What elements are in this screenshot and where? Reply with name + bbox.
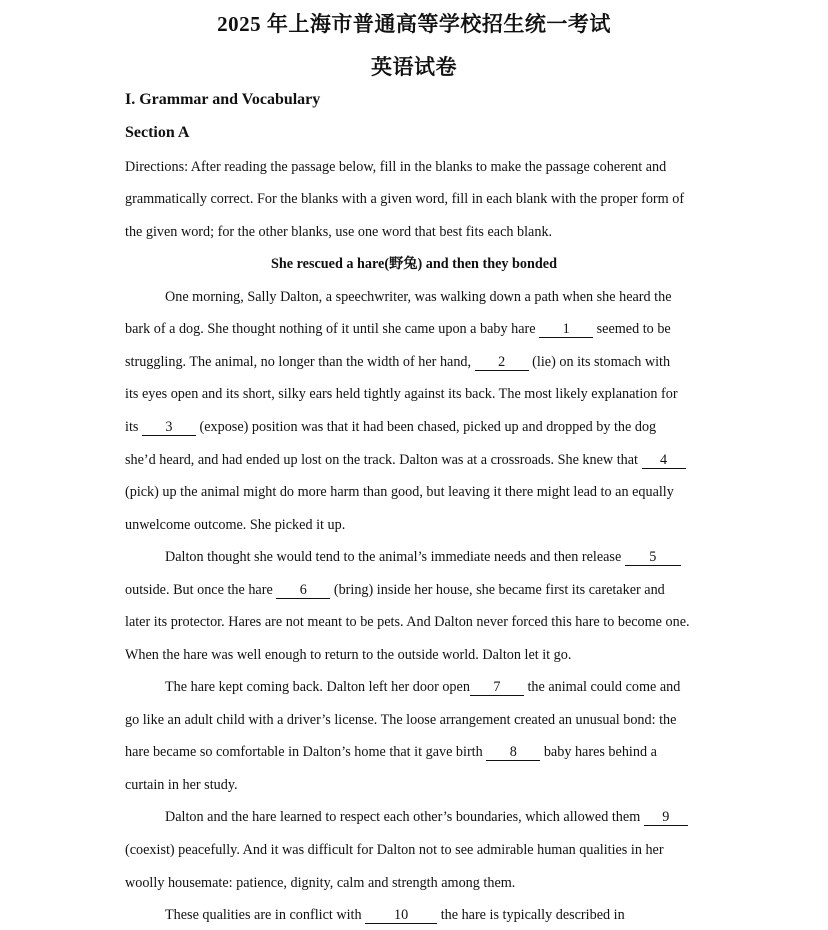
blank-8[interactable]: 8	[486, 745, 540, 761]
exam-title: 2025 年上海市普通高等学校招生统一考试	[217, 12, 611, 36]
passage-text: outside. But once the hare	[125, 582, 273, 598]
passage-line: When the hare was well enough to return to the outside world. Dalton let it go.	[125, 647, 572, 663]
passage-line: go like an adult child with a driver’s license. The loose arrangement created an unusual bond: the	[125, 712, 677, 728]
passage-text: the hare is typically described in	[440, 907, 625, 923]
passage-line	[165, 807, 765, 827]
passage-title: She rescued a hare(野兔) and then they bonded	[270, 256, 557, 272]
passage-text: its	[125, 419, 139, 435]
passage-line	[125, 450, 725, 470]
directions-line-1: Directions: After reading the passage below, fill in the blanks to make the passage coherent and	[125, 159, 667, 175]
passage-line	[125, 352, 725, 372]
blank-4[interactable]: 4	[642, 453, 686, 469]
blank-10[interactable]: 10	[365, 908, 437, 924]
passage-text: Dalton thought she would tend to the animal’s immediate needs and then release	[165, 549, 622, 565]
passage-text: The hare kept coming back. Dalton left her door open	[165, 679, 470, 695]
passage-line	[125, 417, 725, 437]
passage-line: (coexist) peacefully. And it was difficult for Dalton not to see admirable human qualities in her	[125, 842, 664, 858]
passage-line: curtain in her study.	[125, 777, 238, 793]
part-heading: I. Grammar and Vocabulary	[125, 91, 321, 108]
blank-1[interactable]: 1	[539, 322, 593, 338]
blank-6[interactable]: 6	[276, 583, 330, 599]
passage-line: woolly housemate: patience, dignity, calm and strength among them.	[125, 875, 516, 891]
passage-text: (lie) on its stomach with	[532, 354, 671, 370]
passage-line	[165, 547, 765, 567]
directions-line-2: grammatically correct. For the blanks with a given word, fill in each blank with the proper form of	[125, 191, 685, 207]
passage-text: seemed to be	[596, 321, 671, 337]
passage-line: (pick) up the animal might do more harm than good, but leaving it there might lead to an equally	[125, 484, 674, 500]
passage-text: bark of a dog. She thought nothing of it until she came upon a baby hare	[125, 321, 536, 337]
blank-3[interactable]: 3	[142, 420, 196, 436]
passage-line: One morning, Sally Dalton, a speechwriter, was walking down a path when she heard the	[165, 289, 672, 305]
passage-text: hare became so comfortable in Dalton’s home that it gave birth	[125, 744, 483, 760]
passage-line	[125, 580, 725, 600]
directions-line-3: the given word; for the other blanks, use one word that best fits each blank.	[125, 224, 553, 240]
blank-2[interactable]: 2	[475, 355, 529, 371]
blank-7[interactable]: 7	[470, 680, 524, 696]
passage-text: These qualities are in conflict with	[165, 907, 362, 923]
exam-subtitle: 英语试卷	[371, 55, 457, 79]
passage-text: baby hares behind a	[543, 744, 657, 760]
passage-line: its eyes open and its short, silky ears held tightly against its back. The most likely explanation for	[125, 386, 678, 402]
passage-text: struggling. The animal, no longer than the width of her hand,	[125, 354, 472, 370]
passage-line	[165, 905, 765, 925]
section-heading: Section A	[125, 124, 190, 141]
passage-line	[165, 677, 765, 697]
passage-text: (bring) inside her house, she became first its caretaker and	[333, 582, 665, 598]
passage-line: unwelcome outcome. She picked it up.	[125, 517, 346, 533]
passage-line	[125, 319, 725, 339]
passage-text: she’d heard, and had ended up lost on the track. Dalton was at a crossroads. She knew that	[125, 452, 638, 468]
blank-9[interactable]: 9	[644, 810, 688, 826]
blank-5[interactable]: 5	[625, 550, 681, 566]
passage-text: (expose) position was that it had been chased, picked up and dropped by the dog	[199, 419, 657, 435]
passage-line: later its protector. Hares are not meant to be pets. And Dalton never forced this hare to become one.	[125, 614, 690, 630]
passage-line	[125, 742, 725, 762]
passage-text: Dalton and the hare learned to respect each other’s boundaries, which allowed them	[165, 809, 641, 825]
passage-text: the animal could come and	[527, 679, 681, 695]
